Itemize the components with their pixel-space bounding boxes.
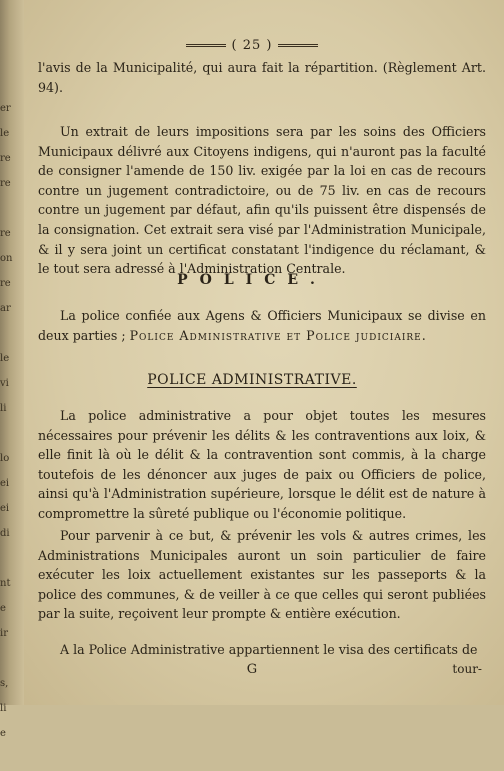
facing-page-fragment: on [0, 253, 13, 264]
facing-page-fragment: e [0, 728, 6, 739]
paragraph-smallcaps: Police Administrative et Police judiciaire. [129, 327, 427, 343]
facing-page-fragment: le [0, 128, 10, 139]
facing-page-fragment: li [0, 703, 7, 714]
paragraph-police-objet: La police administrative a pour objet toutes les mesures nécessaires pour prévenir les délits & les contraventions aux loix, & elle finit là où le délit & la contravention sont commis, à la charge toutefois de les dénoncer aux juges de paix ou Officiers de police, ainsi qu'à l'Administration supérieure, lorsque le délit est de nature à compromettre la sûreté publique ou l'économie politique. [38, 408, 486, 521]
page-number [0, 38, 504, 53]
facing-page-fragment: ei [0, 478, 10, 489]
facing-page-fragment: ar [0, 303, 11, 314]
section-heading-police: POLICE. [177, 272, 327, 288]
facing-page-fragment [0, 421, 22, 446]
facing-page-fragment: ir [0, 628, 8, 639]
facing-page-fragment: ei [0, 503, 10, 514]
paragraph-visa: A la Police Administrative appartiennent le visa des certificats de [60, 642, 478, 657]
facing-page-fragment [0, 546, 22, 571]
facing-page-fragment: s, [0, 678, 9, 689]
facing-page-fragment: e [0, 603, 6, 614]
facing-page-fragment: lo [0, 453, 10, 464]
paragraph-lead: La police confiée aux Agens & Officiers Municipaux se divise en deux parties ; [38, 308, 486, 343]
facing-page-fragment: er [0, 103, 11, 114]
facing-page-fragment: di [0, 528, 10, 539]
paragraph-extrait: Un extrait de leurs impositions sera par les soins des Officiers Municipaux délivré aux Citoyens indigens, qui n'auront pas la faculté de consigner l'amende de 150 liv. exigée par la loi en cas de recours contre un jugement contradictoire, ou de 75 liv. en cas de recours contre un jugement par défaut, afin qu'ils puissent être dispensés de la consignation. Cet extrait sera visé par l'Administration Municipale, & il y sera joint un certificat constatant l'indigence du réclamant, & le tout sera adressé à l'Administration Centrale. [38, 124, 486, 277]
catchword: tour- [452, 662, 482, 676]
facing-page-fragment [0, 321, 22, 346]
facing-page-fragment: re [0, 278, 11, 289]
facing-page-fragment: nt [0, 578, 11, 589]
facing-page-fragment [0, 196, 22, 221]
facing-page-fragment: le [0, 353, 10, 364]
facing-page-fragment: re [0, 228, 11, 239]
paragraph-police-parties [38, 306, 486, 345]
facing-page-fragment: vi [0, 378, 9, 389]
facing-page-fragment: re [0, 178, 11, 189]
facing-page-fragment: li [0, 403, 7, 414]
signature-mark: G [246, 662, 258, 677]
facing-page-fragment: re [0, 153, 11, 164]
paragraph-reglement: l'avis de la Municipalité, qui aura fait la répartition. (Règlement Art. 94). [38, 60, 486, 95]
paragraph-parvenir: Pour parvenir à ce but, & prévenir les vols & autres crimes, les Administrations Municipales auront un soin particulier de faire exécuter les loix actuellement existantes sur les passeports & la police des communes, & de veiller à ce que celles qui seront publiées par la suite, reçoivent leur prompte & entière exécution. [38, 528, 486, 622]
page-number-text: ( 25 ) [231, 38, 273, 53]
subheading-police-administrative: POLICE ADMINISTRATIVE. [147, 372, 357, 388]
facing-page-fragment [0, 746, 22, 771]
